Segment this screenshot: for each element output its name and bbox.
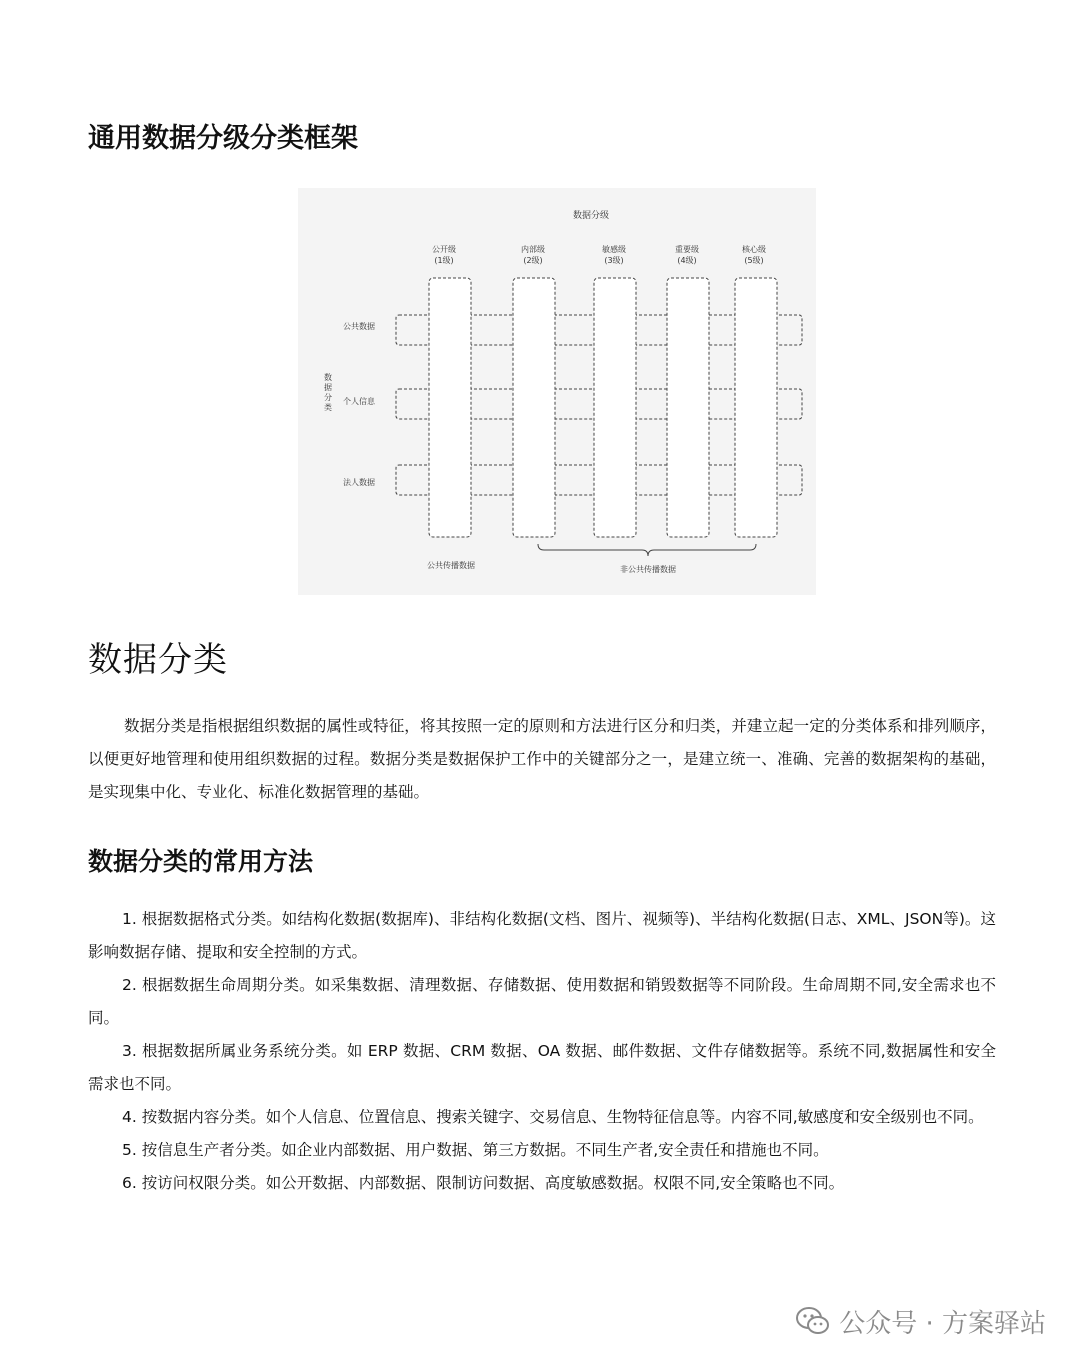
side-label-char: 数 (324, 373, 332, 382)
list-item: 4. 按数据内容分类。如个人信息、位置信息、搜索关键字、交易信息、生物特征信息等。内容不同,敏感度和安全级别也不同。 (122, 1108, 984, 1126)
category-label-personal: 个人信息 (343, 397, 375, 406)
watermark-text: 公众号 · 方案驿站 (839, 1308, 1046, 1339)
section-title-framework: 通用数据分级分类框架 (88, 123, 358, 154)
level-label-2: 内部级 (521, 245, 545, 254)
level-column-2 (513, 278, 555, 537)
bottom-label-public: 公共传播数据 (427, 561, 475, 570)
level-sub-2: (2级) (523, 256, 543, 265)
classification-framework-diagram (298, 188, 816, 595)
level-sub-3: (3级) (604, 256, 624, 265)
classification-paragraph: 数据分类是指根据组织数据的属性或特征，将其按照一定的原则和方法进行区分和归类，并建立起一定的分类体系和排列顺序，以便更好地管理和使用组织数据的过程。数据分类是数据保护工作中的关键部分之一，是建立统一、准确、完善的数据架构的基础，是实现集中化、专业化、标准化数据管理的基础。 (88, 717, 996, 801)
category-label-legal: 法人数据 (343, 478, 375, 487)
level-label-3: 敏感级 (602, 245, 626, 254)
level-sub-5: (5级) (744, 256, 764, 265)
level-label-1: 公开级 (432, 245, 456, 254)
watermark (795, 1303, 1046, 1339)
side-label-vertical (324, 372, 332, 412)
level-label-5: 核心级 (742, 245, 766, 254)
bottom-label-nonpublic: 非公共传播数据 (620, 565, 676, 574)
level-label-4: 重要级 (675, 245, 699, 254)
section-title-methods: 数据分类的常用方法 (88, 847, 314, 876)
level-column-1 (429, 278, 471, 537)
category-label-public: 公共数据 (343, 322, 375, 331)
side-label-char: 据 (324, 383, 332, 392)
list-item: 6. 按访问权限分类。如公开数据、内部数据、限制访问数据、高度敏感数据。权限不同,安全策略也不同。 (122, 1174, 845, 1192)
level-column-3 (594, 278, 636, 537)
section-title-classification: 数据分类 (88, 640, 228, 680)
methods-list (88, 903, 996, 1200)
level-column-5 (735, 278, 777, 537)
diagram-top-label: 数据分级 (572, 211, 610, 221)
level-sub-1: (1级) (434, 256, 454, 265)
list-item: 2. 根据数据生命周期分类。如采集数据、清理数据、存储数据、使用数据和销毁数据等不同阶段。生命周期不同,安全需求也不同。 (88, 976, 996, 1027)
level-sub-4: (4级) (677, 256, 697, 265)
level-column-4 (667, 278, 709, 537)
wechat-icon (795, 1306, 831, 1336)
nonpublic-brace (538, 544, 756, 556)
list-item: 5. 按信息生产者分类。如企业内部数据、用户数据、第三方数据。不同生产者,安全责任和措施也不同。 (122, 1141, 829, 1159)
list-item: 3. 根据数据所属业务系统分类。如 ERP 数据、CRM 数据、OA 数据、邮件数据、文件存储数据等。系统不同,数据属性和安全需求也不同。 (88, 1042, 996, 1093)
list-item: 1. 根据数据格式分类。如结构化数据(数据库)、非结构化数据(文档、图片、视频等)、半结构化数据(日志、XML、JSON等)。这影响数据存储、提取和安全控制的方式。 (88, 910, 996, 961)
side-label-char: 分 (324, 393, 332, 402)
side-label-char: 类 (324, 403, 332, 412)
